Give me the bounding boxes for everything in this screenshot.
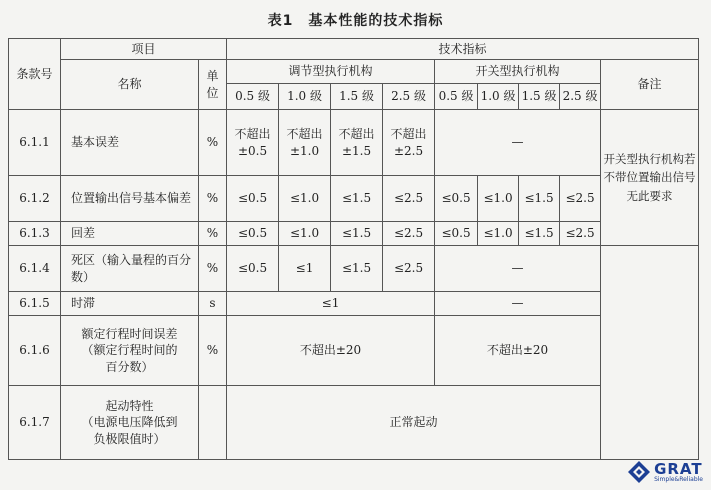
table-row <box>9 386 699 460</box>
reg-value: ≤1.0 <box>279 176 331 222</box>
switching-actuator-header: 开关型执行机构 <box>435 60 601 84</box>
reg-grade-2-5: 2.5 级 <box>383 84 435 110</box>
sw-value: ≤0.5 <box>435 176 478 222</box>
sw-value-merged: — <box>435 110 601 176</box>
reg-value: ≤1.0 <box>279 222 331 246</box>
clause-no: 6.1.6 <box>9 316 61 386</box>
reg-value: ≤1.5 <box>331 176 383 222</box>
unit: % <box>199 246 227 292</box>
reg-value: 不超出 ±1.5 <box>331 110 383 176</box>
item-name: 时滞 <box>61 292 199 316</box>
reg-grade-1-5: 1.5 级 <box>331 84 383 110</box>
remark-cell: 开关型执行机构若不带位置输出信号无此要求 <box>601 110 699 246</box>
clause-no: 6.1.3 <box>9 222 61 246</box>
sw-value: ≤1.0 <box>478 222 519 246</box>
grat-logo <box>627 460 703 484</box>
table-title: 表1 基本性能的技术指标 <box>267 13 444 29</box>
reg-value: 不超出 ±1.0 <box>279 110 331 176</box>
remark-empty <box>601 246 699 460</box>
tech-index-header: 技术指标 <box>227 39 699 60</box>
sw-value-merged: — <box>435 292 601 316</box>
logo-word: GRAT <box>654 459 703 478</box>
item-name: 起动特性 （电源电压降低到 负极限值时） <box>61 386 199 460</box>
sw-value-merged: 不超出±20 <box>435 316 601 386</box>
reg-value: ≤2.5 <box>383 176 435 222</box>
reg-value: 不超出 ±0.5 <box>227 110 279 176</box>
item-name: 回差 <box>61 222 199 246</box>
reg-value: ≤0.5 <box>227 246 279 292</box>
all-value-merged: 正常起动 <box>227 386 601 460</box>
reg-value: ≤2.5 <box>383 222 435 246</box>
item-name: 额定行程时间误差 （额定行程时间的 百分数） <box>61 316 199 386</box>
clause-no: 6.1.7 <box>9 386 61 460</box>
remark-header: 备注 <box>601 60 699 110</box>
unit: % <box>199 222 227 246</box>
table-row <box>9 316 699 386</box>
reg-value: ≤0.5 <box>227 176 279 222</box>
clause-no: 6.1.4 <box>9 246 61 292</box>
table-row <box>9 246 699 292</box>
item-name: 死区（输入量程的百分数） <box>61 246 199 292</box>
table-row <box>9 176 699 222</box>
reg-grade-1-0: 1.0 级 <box>279 84 331 110</box>
logo-tagline: Simple&Reliable <box>654 475 703 483</box>
sw-grade-1-5: 1.5 级 <box>519 84 560 110</box>
reg-value-merged: ≤1 <box>227 292 435 316</box>
sw-value: ≤1.5 <box>519 222 560 246</box>
clause-no: 6.1.2 <box>9 176 61 222</box>
table-row <box>9 222 699 246</box>
sw-value: ≤2.5 <box>560 176 601 222</box>
sw-grade-1-0: 1.0 级 <box>478 84 519 110</box>
sw-grade-0-5: 0.5 级 <box>435 84 478 110</box>
unit: s <box>199 292 227 316</box>
sw-value: ≤0.5 <box>435 222 478 246</box>
unit: % <box>199 110 227 176</box>
reg-value: 不超出 ±2.5 <box>383 110 435 176</box>
clause-no: 6.1.1 <box>9 110 61 176</box>
unit-header-line1: 单 <box>206 69 219 84</box>
sw-value: ≤2.5 <box>560 222 601 246</box>
regulating-actuator-header: 调节型执行机构 <box>227 60 435 84</box>
reg-value: ≤2.5 <box>383 246 435 292</box>
sw-value: ≤1.0 <box>478 176 519 222</box>
unit-header <box>199 60 227 110</box>
grat-logo-icon <box>627 460 651 484</box>
item-name: 基本误差 <box>61 110 199 176</box>
unit: % <box>199 316 227 386</box>
clause-no-header: 条款号 <box>9 39 61 110</box>
reg-value: ≤1 <box>279 246 331 292</box>
unit <box>199 386 227 460</box>
unit-header-line2: 位 <box>206 85 219 100</box>
table-row <box>9 292 699 316</box>
clause-no: 6.1.5 <box>9 292 61 316</box>
name-header: 名称 <box>61 60 199 110</box>
unit: % <box>199 176 227 222</box>
performance-spec-table <box>8 38 699 460</box>
table-row <box>9 110 699 176</box>
reg-value: ≤1.5 <box>331 246 383 292</box>
sw-value-merged: — <box>435 246 601 292</box>
reg-value: ≤1.5 <box>331 222 383 246</box>
item-header: 项目 <box>61 39 227 60</box>
sw-grade-2-5: 2.5 级 <box>560 84 601 110</box>
reg-grade-0-5: 0.5 级 <box>227 84 279 110</box>
reg-value-merged: 不超出±20 <box>227 316 435 386</box>
sw-value: ≤1.5 <box>519 176 560 222</box>
reg-value: ≤0.5 <box>227 222 279 246</box>
item-name: 位置输出信号基本偏差 <box>61 176 199 222</box>
